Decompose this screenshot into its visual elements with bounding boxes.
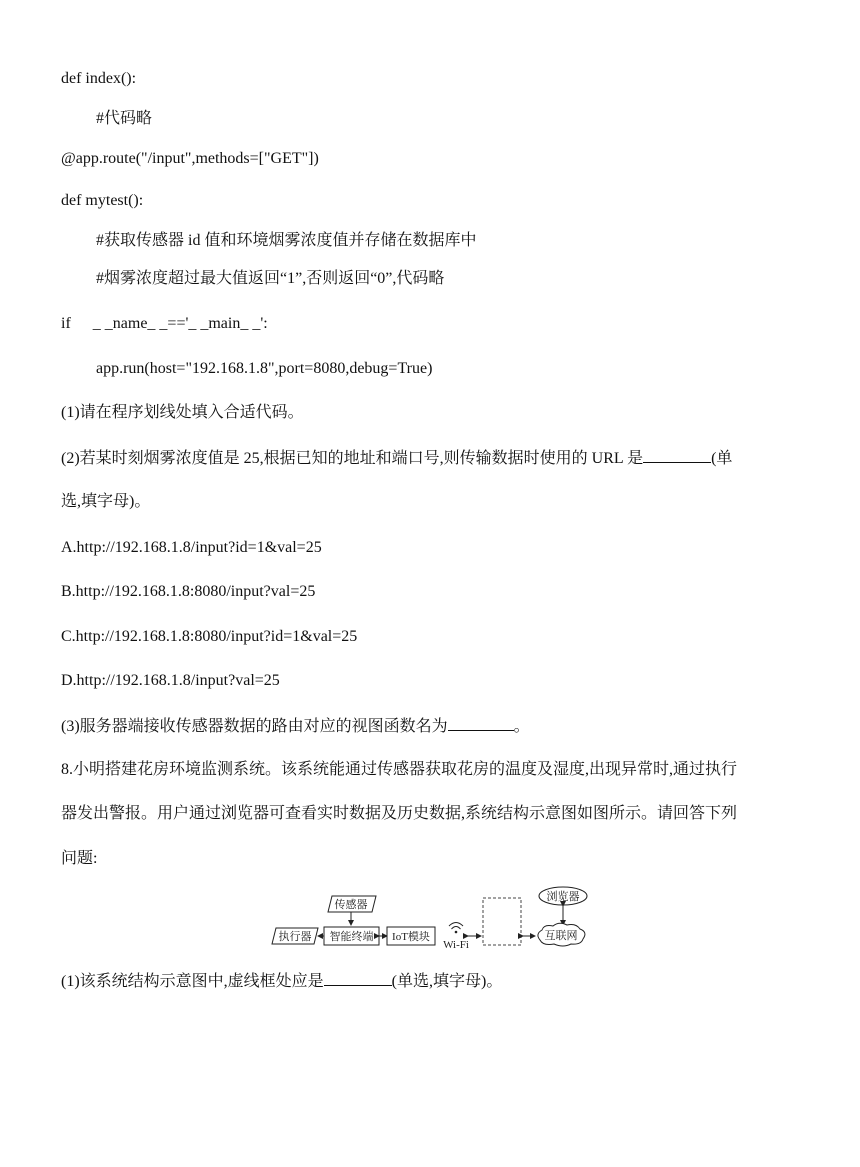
answer-blank	[643, 446, 711, 463]
q7-part2-cont: 选,填字母)。	[61, 493, 151, 510]
answer-blank	[324, 969, 392, 986]
option-a: A.http://192.168.1.8/input?id=1&val=25	[61, 539, 322, 556]
code-line-route: @app.route("/input",methods=["GET"])	[61, 150, 319, 167]
browser-node	[539, 887, 587, 905]
internet-label: 互联网	[544, 930, 578, 942]
sensor-label: 传感器	[334, 899, 368, 911]
browser-label: 浏览器	[546, 891, 580, 903]
code-if-keyword: if	[61, 315, 71, 332]
q7-part3-text: (3)服务器端接收传感器数据的路由对应的视图函数名为	[61, 718, 448, 735]
q7-part3-suffix: 。	[513, 718, 530, 735]
option-d: D.http://192.168.1.8/input?val=25	[61, 672, 280, 689]
smart-terminal-label: 智能终端	[329, 931, 374, 943]
code-line-app-run: app.run(host="192.168.1.8",port=8080,debug=True)	[96, 360, 433, 377]
code-if-condition: _ _name_ _=='_ _main_ _':	[92, 315, 268, 332]
code-comment-omitted: #代码略	[96, 110, 153, 127]
q7-part3	[61, 714, 530, 738]
q8-part1-text: (1)该系统结构示意图中,虚线框处应是	[61, 973, 324, 990]
code-line-if-main	[61, 313, 268, 335]
internet-cloud-icon	[538, 923, 585, 946]
actuator-node	[272, 928, 318, 944]
iot-module-label: IoT模块	[392, 931, 430, 943]
code-comment-return: #烟雾浓度超过最大值返回“1”,否则返回“0”,代码略	[96, 270, 445, 287]
answer-blank	[448, 714, 514, 731]
actuator-label: 执行器	[278, 931, 312, 943]
q8-part1-suffix: (单选,填字母)。	[391, 973, 503, 990]
q8-stem-line1: 8.小明搭建花房环境监测系统。该系统能通过传感器获取花房的温度及湿度,出现异常时,通过执行	[61, 761, 738, 778]
q7-part2-text: (2)若某时刻烟雾浓度值是 25,根据已知的地址和端口号,则传输数据时使用的 URL 是	[61, 450, 644, 467]
q7-part2-suffix: (单	[711, 450, 733, 467]
code-line-def-mytest: def mytest():	[61, 192, 144, 209]
q7-part1: (1)请在程序划线处填入合适代码。	[61, 404, 304, 421]
q8-stem-line3: 问题:	[61, 850, 98, 867]
system-structure-diagram	[265, 884, 595, 954]
code-line-def-index: def index():	[61, 70, 137, 87]
code-comment-store: #获取传感器 id 值和环境烟雾浓度值并存储在数据库中	[96, 232, 477, 249]
wifi-icon	[449, 923, 463, 934]
q8-stem-line2: 器发出警报。用户通过浏览器可查看实时数据及历史数据,系统结构示意图如图所示。请回答下列	[61, 805, 738, 822]
option-b: B.http://192.168.1.8:8080/input?val=25	[61, 583, 316, 600]
option-c: C.http://192.168.1.8:8080/input?id=1&val=25	[61, 628, 358, 645]
sensor-node	[328, 896, 376, 912]
dashed-unknown-box	[483, 898, 521, 945]
q7-part2	[61, 446, 732, 470]
wifi-label: Wi-Fi	[443, 939, 469, 951]
iot-module-node	[387, 927, 435, 945]
q8-part1	[61, 969, 502, 993]
smart-terminal-node	[324, 927, 379, 945]
